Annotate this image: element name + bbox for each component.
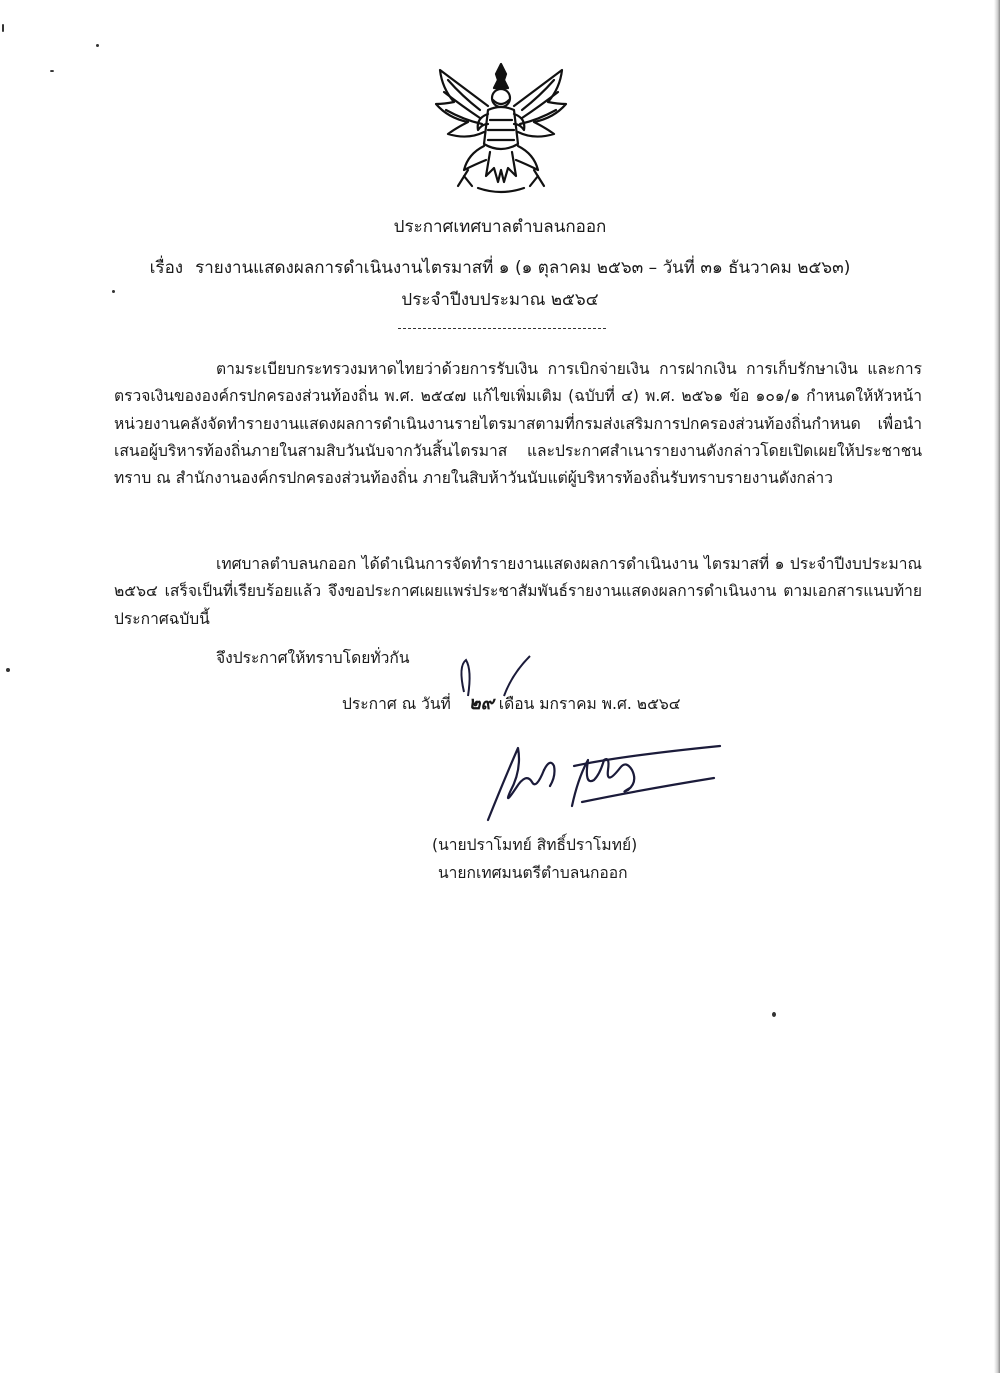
scan-speck [6,668,10,672]
scan-edge [994,0,1000,1373]
date-day-handwritten: ๒๙ [468,693,494,714]
date-suffix: เดือน มกราคม พ.ศ. ๒๕๖๔ [498,695,681,713]
scan-speck [96,44,99,47]
garuda-emblem-icon [428,58,574,198]
scan-speck [50,70,54,72]
date-prefix: ประกาศ ณ วันที่ [342,695,451,713]
signature-mark [470,730,730,830]
scan-speck [772,1012,776,1017]
signer-name: (นายปราโมทย์ สิทธิ์ปราโมทย์) [432,836,638,854]
subject-label: เรื่อง [149,258,184,278]
closing-statement: จึงประกาศให้ทราบโดยทั่วกัน [216,649,410,667]
title-divider [398,328,606,329]
announcement-title: ประกาศเทศบาลตำบลนกออก [393,217,607,237]
subject-text: รายงานแสดงผลการดำเนินงานไตรมาสที่ ๑ (๑ ตุลาคม ๒๕๖๓ – วันที่ ๓๑ ธันวาคม ๒๕๖๓) [195,258,851,278]
scan-speck [2,24,4,32]
fiscal-year-line: ประจำปีงบประมาณ ๒๕๖๔ [401,290,599,310]
signer-position: นายกเทศมนตรีตำบลนกออก [438,864,628,882]
handwritten-day-stroke [434,652,534,712]
subject-line [0,254,1000,281]
body-paragraph-1: ตามระเบียบกระทรวงมหาดไทยว่าด้วยการรับเงิน การเบิกจ่ายเงิน การฝากเงิน การเก็บรักษาเงิน และการตรวจเงินขององค์กรปกครองส่วนท้องถิ่น พ.ศ. ๒๕๔๗ แก้ไขเพิ่มเติม (ฉบับที่ ๔) พ.ศ. ๒๕๖๑ ข้อ ๑๐๑/๑ กำหนดให้หัวหน้าหน่วยงานคลังจัดทำรายงานแสดงผลการดำเนินงานรายไตรมาสตามที่กรมส่งเสริมการปกครองส่วนท้องถิ่นกำหนด เพื่อนำเสนอผู้บริหารท้องถิ่นภายในสามสิบวันนับจากวันสิ้นไตรมาส และประกาศสำเนารายงานดังกล่าวโดยเปิดเผยให้ประชาชนทราบ ณ สำนักงานองค์กรปกครองส่วนท้องถิ่น ภายในสิบห้าวันนับแต่ผู้บริหารท้องถิ่นรับทราบรายงานดังกล่าว [114,360,922,488]
body-paragraph-2: เทศบาลตำบลนกออก ได้ดำเนินการจัดทำรายงานแสดงผลการดำเนินงาน ไตรมาสที่ ๑ ประจำปีงบประมาณ ๒๕๖๔ เสร็จเป็นที่เรียบร้อยแล้ว จึงขอประกาศเผยแพร่ประชาสัมพันธ์รายงานแสดงผลการดำเนินงาน ตามเอกสารแนบท้ายประกาศฉบับนี้ [114,555,922,628]
